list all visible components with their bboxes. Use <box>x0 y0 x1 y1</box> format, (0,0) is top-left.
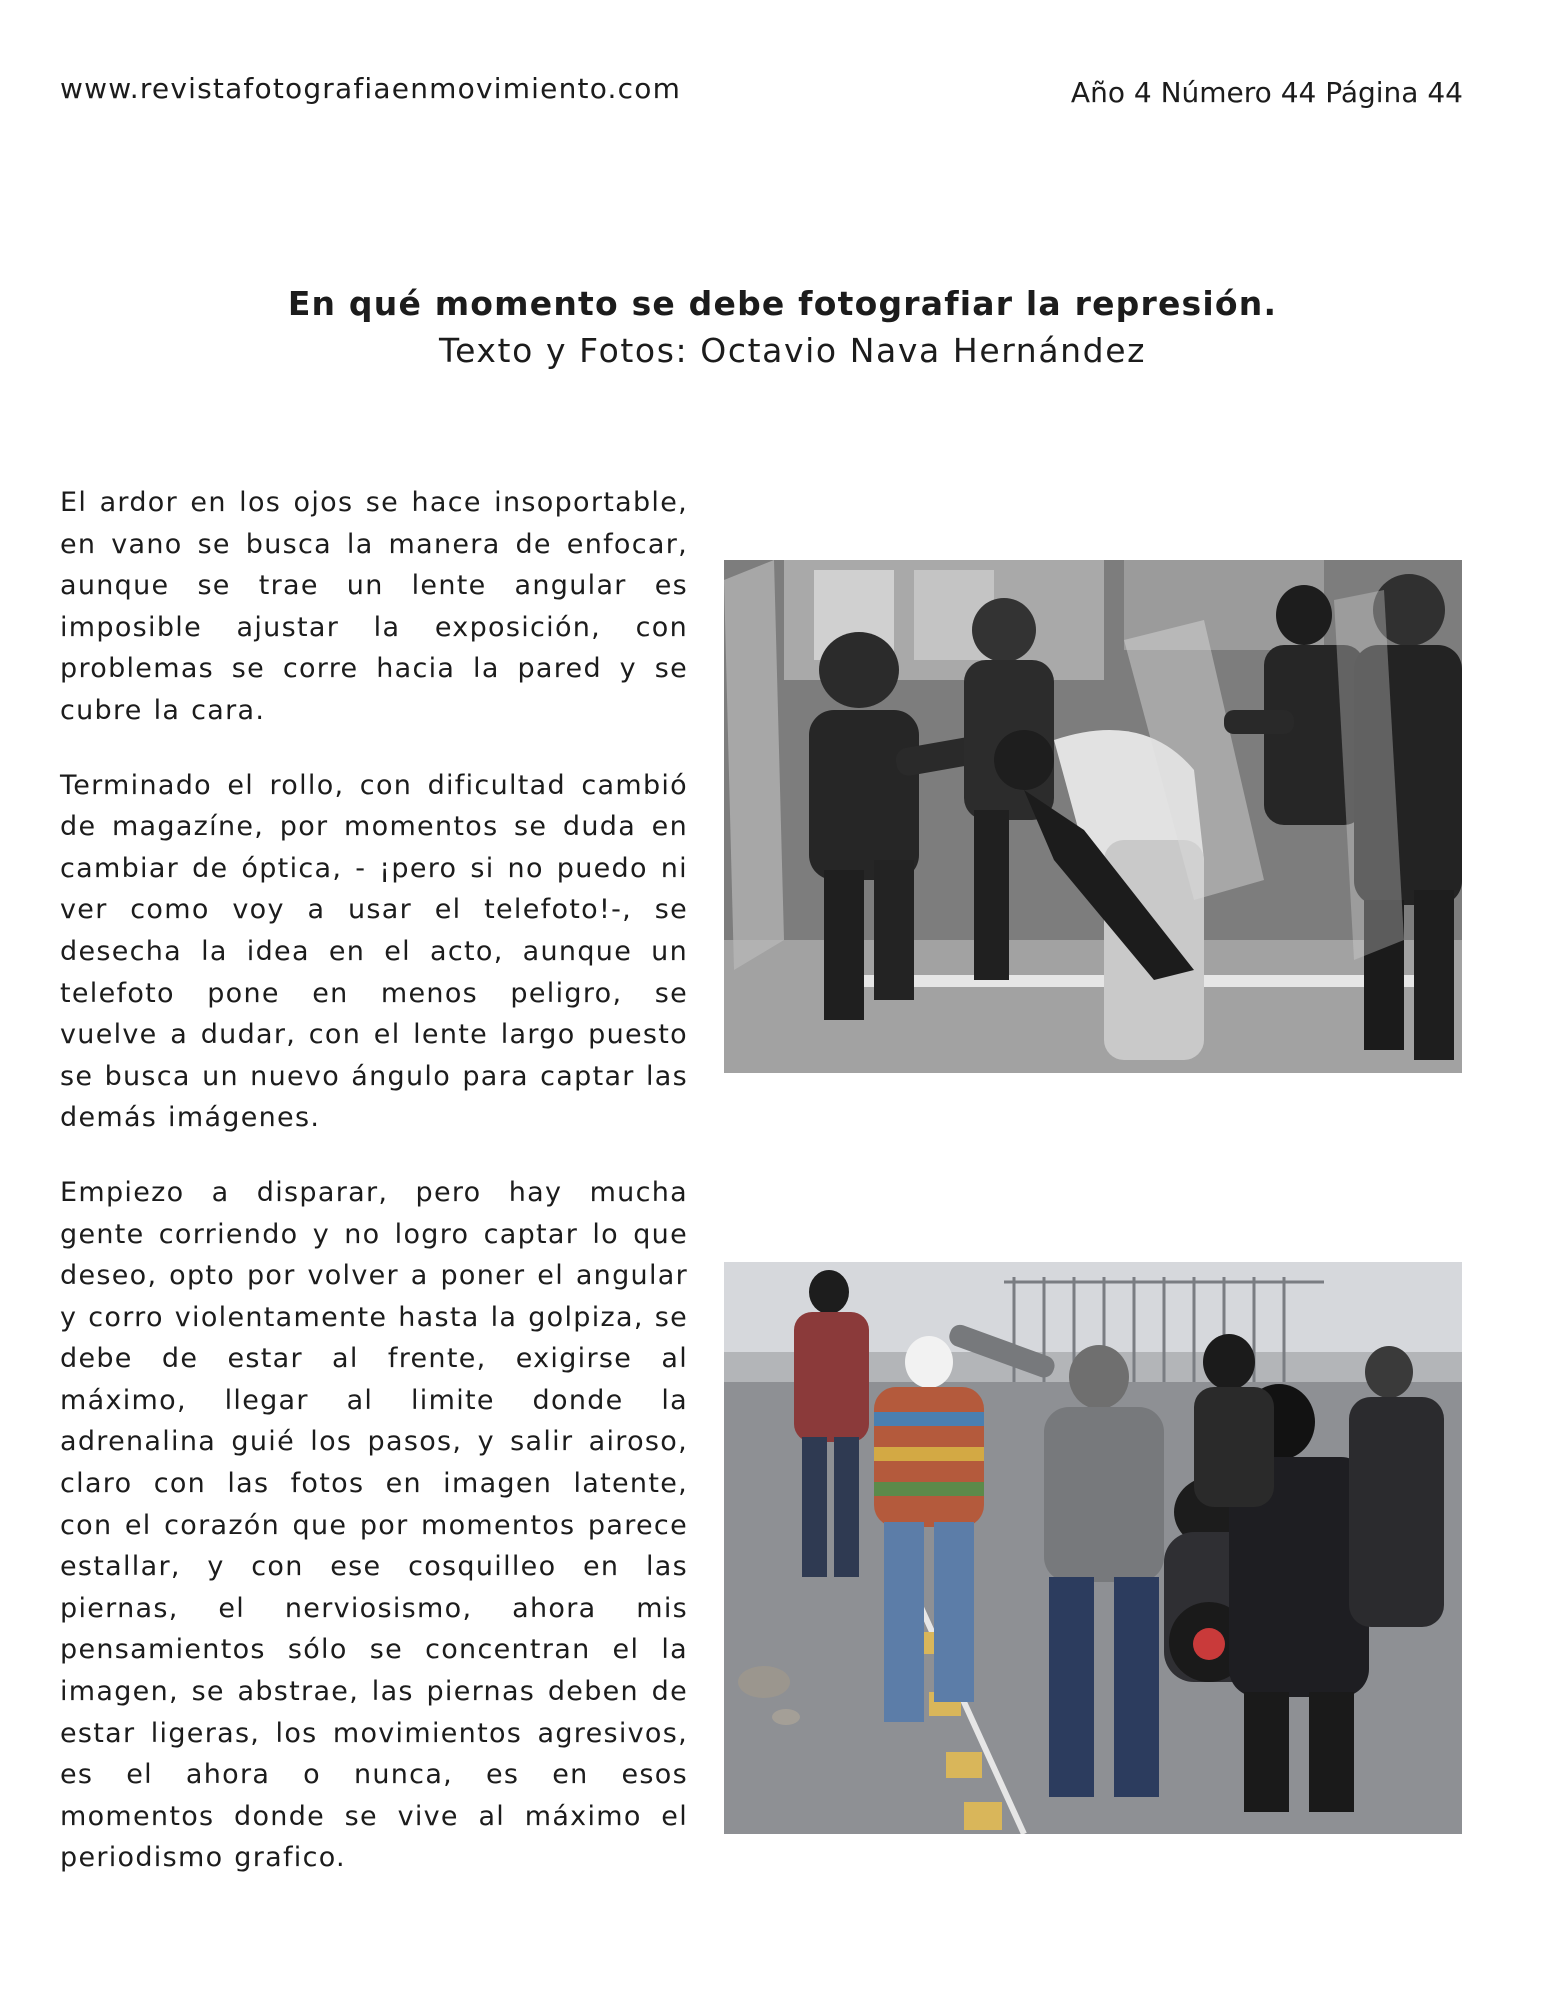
article-header <box>0 280 1545 374</box>
article-title: En qué momento se debe fotografiar la represión. <box>287 284 1278 323</box>
paragraph-3: Empiezo a disparar, pero hay mucha gente corriendo y no logro captar lo que deseo, opto por volver a poner el angular y corro violentamente hasta la golpiza, se debe de estar al frente, exigirse al máximo, llegar al limite donde la adrenalina guié los pasos, y salir airoso, claro con las fotos en imagen latente, con el corazón que por momentos parece estallar, y con ese cosquilleo en las piernas, el nerviosismo, ahora mis pensamientos sólo se concentran el la imagen, se abstrae, las piernas deben de estar ligeras, los movimientos agresivos, es el ahora o nunca, es en esos momentos donde se vive al máximo el periodismo grafico. <box>60 1176 688 1874</box>
paragraph-1: El ardor en los ojos se hace insoportable, en vano se busca la manera de enfocar, aunque se trae un lente angular es imposible ajustar la exposición, con problemas se corre hacia la pared y se cubre la cara. <box>60 487 688 726</box>
riot-police-photo <box>724 560 1462 1073</box>
protesters-photo-illustration <box>724 1262 1462 1834</box>
paragraph-2: Terminado el rollo, con dificultad cambió de magazíne, por momentos se duda en cambiar de óptica, - ¡pero si no puedo ni ver como voy a usar el telefoto!-, se desecha la idea en el acto, aunque un telefoto pone en menos peligro, se vuelve a dudar, con el lente largo puesto se busca un nuevo ángulo para captar las demás imágenes. <box>60 769 688 1134</box>
site-url: www.revistafotografiaenmovimiento.com <box>60 72 682 105</box>
issue-page-info: Año 4 Número 44 Página 44 <box>1070 76 1463 109</box>
article-body <box>60 482 688 1912</box>
riot-police-photo-illustration <box>724 560 1462 1073</box>
article-byline: Texto y Fotos: Octavio Nava Hernández <box>438 331 1147 370</box>
protesters-photo <box>724 1262 1462 1834</box>
